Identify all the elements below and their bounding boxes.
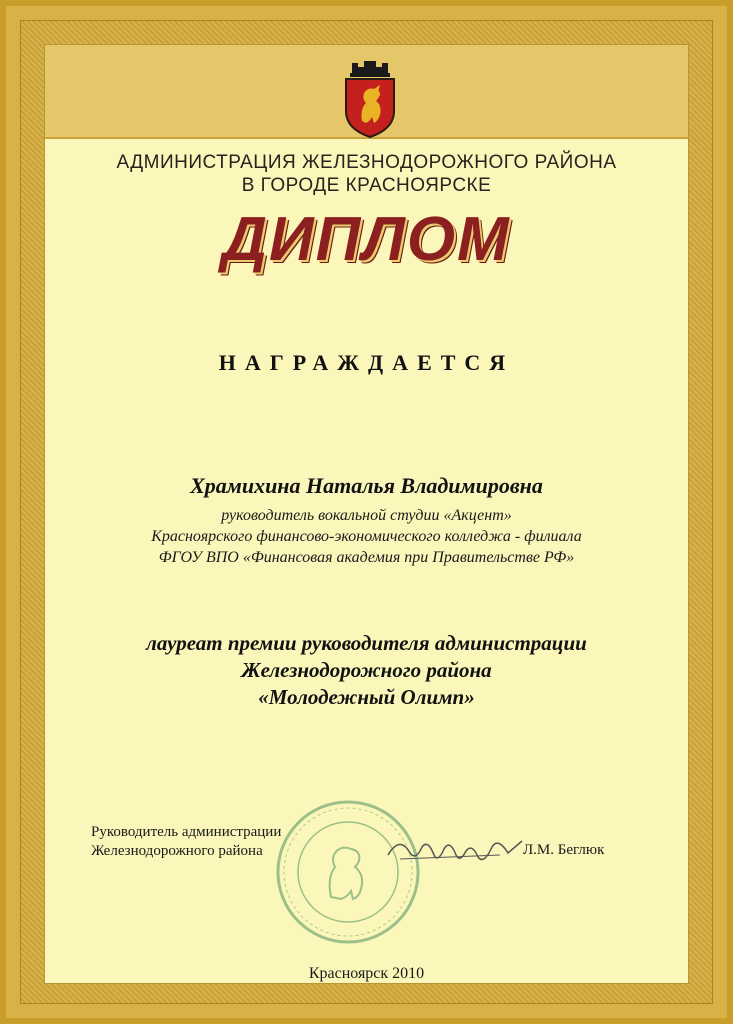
organization-line-1: АДМИНИСТРАЦИЯ ЖЕЛЕЗНОДОРОЖНОГО РАЙОНА — [116, 152, 617, 173]
organization-line-2: В ГОРОДЕ КРАСНОЯРСКЕ — [241, 175, 492, 196]
signatory-position-line-1: Руководитель администрации — [91, 824, 282, 840]
laureate-line-3: «Молодежный Олимп» — [258, 685, 475, 709]
laureate-text — [45, 630, 688, 711]
signatory-position — [91, 823, 281, 861]
laureate-line-1: лауреат премии руководителя администрации — [146, 631, 587, 655]
diploma-title: ДИПЛОМ — [222, 205, 511, 274]
coat-of-arms-icon — [340, 59, 400, 139]
signatory-name: Л.М. Беглюк — [523, 842, 605, 858]
recipient-name: Храмихина Наталья Владимировна — [190, 473, 543, 498]
diploma-inner-panel — [44, 44, 689, 984]
recipient-role-line-2: Красноярского финансово-экономического колледжа - филиала — [151, 528, 582, 545]
awarded-label: НАГРАЖДАЕТСЯ — [218, 350, 515, 375]
organization-header — [45, 151, 688, 197]
signatory-position-line-2: Железнодорожного района — [91, 843, 263, 859]
signature — [380, 825, 530, 875]
recipient-role-line-1: руководитель вокальной студии «Акцент» — [221, 507, 512, 524]
laureate-line-2: Железнодорожного района — [241, 658, 492, 682]
recipient-role-line-3: ФГОУ ВПО «Финансовая академия при Правительстве РФ» — [158, 549, 575, 566]
recipient-role — [45, 505, 688, 568]
footer-place-year: Красноярск 2010 — [308, 965, 425, 982]
